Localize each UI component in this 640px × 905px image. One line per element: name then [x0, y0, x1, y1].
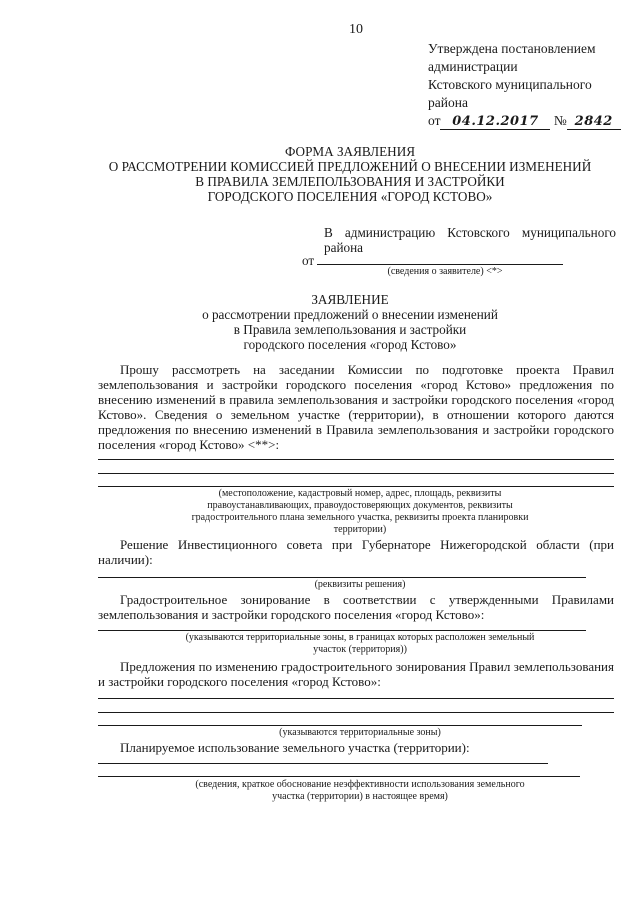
caption-line: (указываются территориальные зоны, в границах которых расположен земельный: [185, 632, 535, 643]
planned-use-paragraph: Планируемое использование земельного участка (территории):: [120, 740, 470, 755]
council-paragraph: Решение Инвестиционного совета при Губернаторе Нижегородской области (при наличии):: [98, 537, 614, 567]
approval-block: [428, 40, 628, 130]
approval-line: администрации: [428, 59, 518, 74]
approval-date-handwritten: 04.12.2017: [440, 115, 550, 130]
zones-line[interactable]: [98, 630, 586, 631]
proposals-paragraph: Предложения по изменению градостроительного зонирования Правил землепользования и застройки городского поселения «город Кстово»:: [98, 659, 614, 689]
approval-number-handwritten: 2842: [567, 115, 621, 130]
approval-from-prefix: от: [428, 113, 441, 128]
request-paragraph: Прошу рассмотреть на заседании Комиссии по подготовке проекта Правил землепользования и застройки городского поселения «город Кстово» предложения по внесению изменений в правила землепользования и застройки городского поселения «город Кстово». Сведения о земельном участке (территории), в отношении которого даются предложения по внесению изменений в Правила землепользования и застройки городского поселения «город Кстово» <**>:: [98, 362, 614, 452]
proposals-caption: (указываются территориальные зоны): [279, 727, 441, 738]
applicant-field[interactable]: [317, 252, 563, 265]
location-line-1[interactable]: [98, 459, 614, 460]
location-line-2[interactable]: [98, 473, 614, 474]
form-title-line: В ПРАВИЛА ЗЕМЛЕПОЛЬЗОВАНИЯ И ЗАСТРОЙКИ: [195, 174, 505, 189]
approval-date-number-line: [428, 112, 628, 130]
zoning-paragraph: Градостроительное зонирование в соответствии с утвержденными Правилами землепользования и застройки городского поселения «город Кстово»:: [98, 592, 614, 622]
caption-line: участок (территория)): [313, 644, 407, 655]
caption-line: правоустанавливающих, правоудостоверяющих документов, реквизиты: [207, 500, 513, 511]
statement-title-line: о рассмотрении предложений о внесении изменений: [202, 307, 498, 322]
planned-use-line-1[interactable]: [98, 763, 548, 764]
location-caption: [150, 488, 570, 536]
statement-title: [60, 292, 640, 352]
caption-line: (сведения, краткое обоснование неэффективности использования земельного: [195, 779, 525, 790]
caption-line: (местоположение, кадастровый номер, адрес, площадь, реквизиты: [218, 488, 502, 499]
addressee-text: В администрацию Кстовского муниципального района: [324, 225, 616, 255]
location-line-3[interactable]: [98, 486, 614, 487]
approval-line: Утверждена постановлением: [428, 41, 596, 56]
approval-number-prefix: №: [553, 113, 567, 128]
statement-title-line: городского поселения «город Кстово»: [243, 337, 457, 352]
approval-line: района: [428, 95, 468, 110]
page-number: 10: [349, 22, 363, 37]
zones-caption: [150, 632, 570, 656]
form-title-line: О РАССМОТРЕНИИ КОМИССИЕЙ ПРЕДЛОЖЕНИЙ О ВНЕСЕНИИ ИЗМЕНЕНИЙ: [108, 159, 592, 174]
form-title: [60, 144, 640, 204]
decision-line[interactable]: [98, 577, 586, 578]
approval-line: Кстовского муниципального: [428, 77, 592, 92]
statement-title-line: ЗАЯВЛЕНИЕ: [311, 292, 389, 307]
form-title-line: ГОРОДСКОГО ПОСЕЛЕНИЯ «ГОРОД КСТОВО»: [207, 189, 493, 204]
applicant-caption: (сведения о заявителе) <*>: [387, 266, 503, 277]
planned-use-caption: [150, 779, 570, 803]
caption-line: градостроительного плана земельного участка, реквизиты проекта планировки: [191, 512, 529, 523]
proposals-line-1[interactable]: [98, 698, 614, 699]
planned-use-line-2[interactable]: [98, 776, 580, 777]
form-title-line: ФОРМА ЗАЯВЛЕНИЯ: [284, 144, 416, 159]
decision-caption: (реквизиты решения): [314, 579, 406, 590]
proposals-line-2[interactable]: [98, 712, 614, 713]
caption-line: участка (территории) в настоящее время): [272, 791, 448, 802]
proposals-line-3[interactable]: [98, 725, 582, 726]
statement-title-line: в Правила землепользования и застройки: [233, 322, 467, 337]
applicant-from-label: от: [302, 253, 315, 268]
caption-line: территории): [333, 524, 387, 535]
